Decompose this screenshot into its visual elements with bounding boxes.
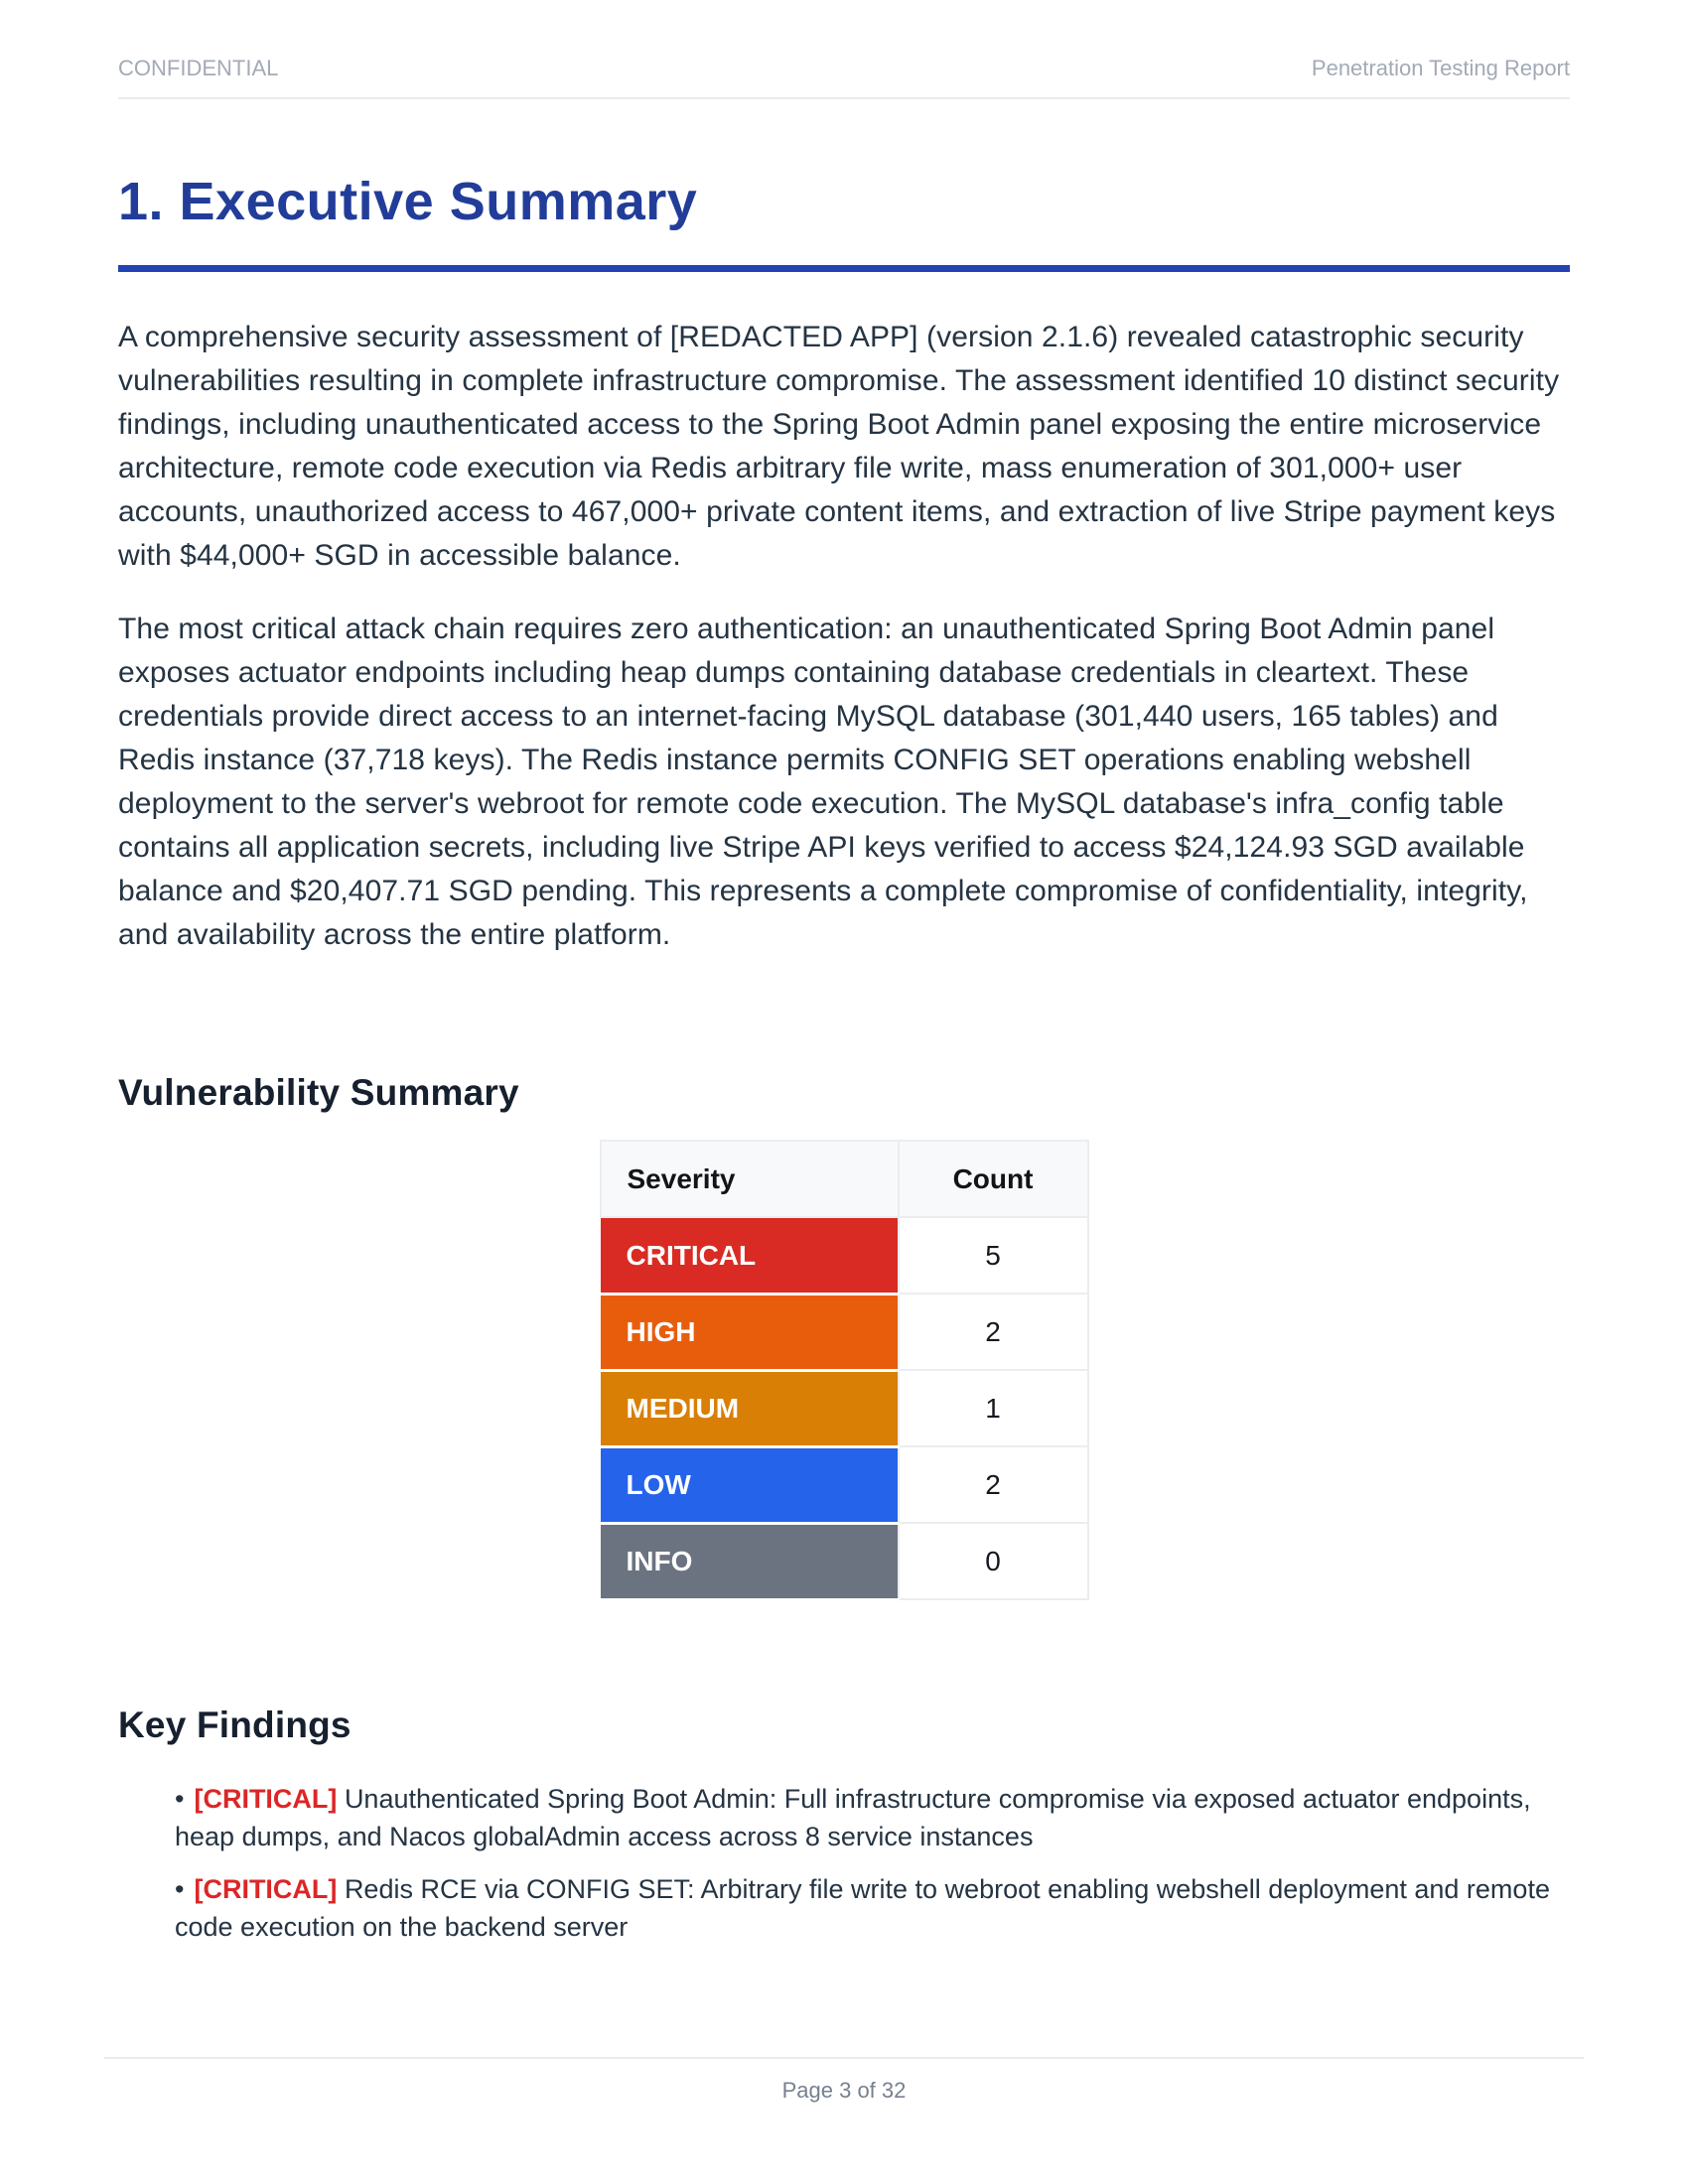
table-row [601, 1294, 1088, 1370]
severity-tag: [CRITICAL] [194, 1873, 338, 1904]
table-row [601, 1523, 1088, 1599]
count-cell-critical: 5 [899, 1217, 1088, 1294]
finding-item-2 [175, 1870, 1570, 1946]
severity-cell-info: INFO [601, 1523, 899, 1599]
finding-text: Redis RCE via CONFIG SET: Arbitrary file write to webroot enabling webshell deployment and remote code execution on the backend server [175, 1873, 1550, 1942]
count-cell-info: 0 [899, 1523, 1088, 1599]
key-findings-list [175, 1780, 1570, 1946]
section-title: 1. Executive Summary [118, 172, 698, 231]
header-doc-title: Penetration Testing Report [1311, 56, 1570, 80]
page-number: Page 3 of 32 [781, 2078, 907, 2103]
table-header-row [601, 1141, 1088, 1217]
severity-cell-low: LOW [601, 1446, 899, 1523]
table-row [601, 1370, 1088, 1446]
severity-cell-high: HIGH [601, 1294, 899, 1370]
page-header [118, 0, 1570, 99]
severity-tag: [CRITICAL] [194, 1783, 338, 1814]
table-header-severity: Severity [601, 1141, 899, 1217]
finding-text: Unauthenticated Spring Boot Admin: Full infrastructure compromise via exposed actuator endpoints, heap dumps, and Nacos globalAdmin access across 8 service instances [175, 1783, 1531, 1851]
table-row [601, 1446, 1088, 1523]
table-row [601, 1217, 1088, 1294]
finding-item-1 [175, 1780, 1570, 1855]
vulnerability-summary-heading: Vulnerability Summary [118, 1072, 519, 1114]
severity-cell-critical: CRITICAL [601, 1217, 899, 1294]
vulnerability-summary-table [600, 1140, 1089, 1601]
count-cell-low: 2 [899, 1446, 1088, 1523]
severity-cell-medium: MEDIUM [601, 1370, 899, 1446]
key-findings-heading: Key Findings [118, 1704, 352, 1745]
executive-summary-paragraph-1: A comprehensive security assessment of [REDACTED APP] (version 2.1.6) revealed catastrophic security vulnerabilities resulting in complete infrastructure compromise. The assessment identified 10 distinct security findings, including unauthenticated access to the Spring Boot Admin panel exposing the entire microservice architecture, remote code execution via Redis arbitrary file write, mass enumeration of 301,000+ user accounts, unauthorized access to 467,000+ private content items, and extraction of live Stripe payment keys with $44,000+ SGD in accessible balance. [118, 321, 1560, 573]
page-footer [104, 2057, 1584, 2104]
title-rule [118, 265, 1570, 272]
executive-summary-paragraph-2: The most critical attack chain requires zero authentication: an unauthenticated Spring Boot Admin panel exposes actuator endpoints including heap dumps containing database credentials in cleartext. These credentials provide direct access to an internet-facing MySQL database (301,440 users, 165 tables) and Redis instance (37,718 keys). The Redis instance permits CONFIG SET operations enabling webshell deployment to the server's webroot for remote code execution. The MySQL database's infra_config table contains all application secrets, including live Stripe API keys verified to access $24,124.93 SGD available balance and $20,407.71 SGD pending. This represents a complete compromise of confidentiality, integrity, and availability across the entire platform. [118, 613, 1528, 952]
table-header-count: Count [899, 1141, 1088, 1217]
count-cell-high: 2 [899, 1294, 1088, 1370]
count-cell-medium: 1 [899, 1370, 1088, 1446]
header-classification: CONFIDENTIAL [118, 56, 279, 80]
